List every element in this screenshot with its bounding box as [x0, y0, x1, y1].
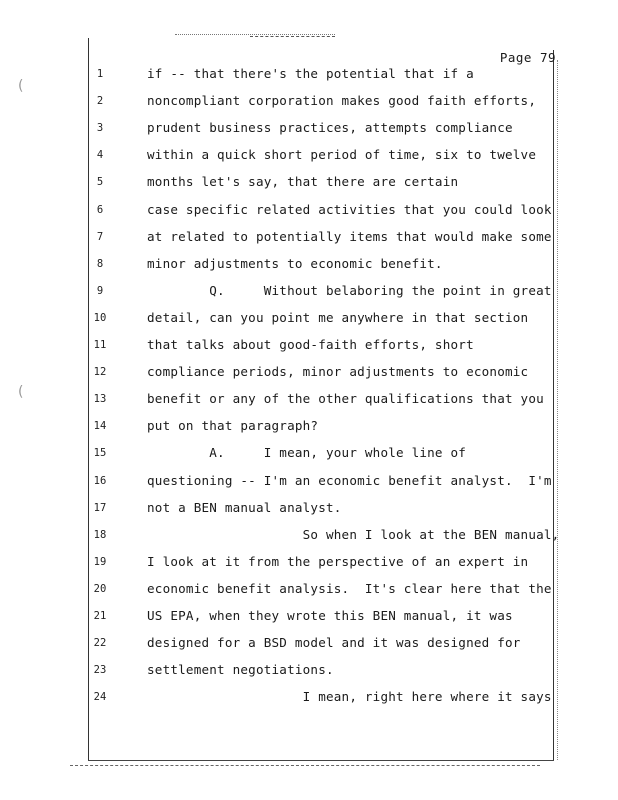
- line-text: months let's say, that there are certain: [147, 174, 459, 190]
- transcript-line: [0, 227, 618, 254]
- transcript-line: [0, 687, 618, 714]
- line-text: prudent business practices, attempts compliance: [147, 120, 513, 136]
- transcript-line: [0, 443, 618, 470]
- line-text: benefit or any of the other qualifications that you: [147, 391, 544, 407]
- line-number: 11: [93, 339, 107, 351]
- transcript-line: [0, 281, 618, 308]
- transcript-line: [0, 660, 618, 687]
- line-number: 18: [93, 528, 107, 541]
- line-text: not a BEN manual analyst.: [147, 499, 342, 515]
- bottom-rule: [88, 760, 554, 761]
- line-number: 15: [93, 447, 107, 460]
- line-text: put on that paragraph?: [147, 418, 319, 434]
- transcript-line: [0, 335, 618, 362]
- transcript-line: [0, 498, 618, 525]
- punch-hole-mark: (: [18, 78, 24, 94]
- line-text: minor adjustments to economic benefit.: [147, 255, 443, 271]
- line-number: 13: [93, 393, 107, 406]
- transcript-line: [0, 91, 618, 118]
- transcript-line: [0, 145, 618, 172]
- line-text: detail, can you point me anywhere in that section: [147, 309, 529, 325]
- line-text: questioning -- I'm an economic benefit analyst. I'm: [147, 472, 552, 488]
- line-text: Q. Without belaboring the point in great: [147, 282, 552, 298]
- line-text: within a quick short period of time, six to twelve: [147, 147, 537, 163]
- line-number: 12: [93, 366, 107, 379]
- transcript-line: [0, 64, 618, 91]
- transcript-line: [0, 606, 618, 633]
- line-number: 6: [96, 203, 104, 216]
- line-text: if -- that there's the potential that if a: [147, 66, 474, 81]
- transcript-line: [0, 471, 618, 498]
- transcript-line: [0, 579, 618, 606]
- transcript-line: [0, 525, 618, 552]
- transcript-line: [0, 172, 618, 199]
- line-text: that talks about good-faith efforts, short: [147, 337, 474, 352]
- transcript-line: [0, 633, 618, 660]
- line-number: 16: [93, 474, 107, 487]
- line-text: economic benefit analysis. It's clear here that the: [147, 580, 552, 596]
- line-number: 23: [93, 664, 107, 677]
- transcript-line: [0, 552, 618, 579]
- transcript-line: [0, 118, 618, 145]
- transcript-line: [0, 308, 618, 335]
- page-number-label: Page 79: [499, 50, 556, 65]
- line-text: US EPA, when they wrote this BEN manual, it was: [147, 608, 513, 623]
- footer-scan-artifact: [70, 765, 540, 766]
- line-number: 1: [96, 68, 104, 80]
- line-text: compliance periods, minor adjustments to economic: [147, 364, 529, 380]
- header-scan-artifact: [250, 36, 335, 40]
- line-text: I mean, right here where it says: [147, 689, 552, 705]
- transcript-line: [0, 362, 618, 389]
- line-number: 21: [93, 610, 107, 622]
- line-text: designed for a BSD model and it was designed for: [147, 635, 521, 651]
- transcript-line: [0, 389, 618, 416]
- line-text: A. I mean, your whole line of: [147, 445, 467, 461]
- line-number: 17: [93, 501, 107, 514]
- line-number: 2: [96, 95, 104, 108]
- line-text: at related to potentially items that would make some: [147, 228, 552, 244]
- line-number: 3: [96, 122, 104, 135]
- transcript-line: [0, 200, 618, 227]
- line-number: 20: [93, 582, 107, 595]
- line-number: 22: [93, 637, 107, 650]
- line-text: case specific related activities that you could look: [147, 201, 552, 217]
- line-number: 19: [93, 555, 107, 568]
- line-number: 9: [96, 284, 104, 297]
- line-number: 8: [96, 257, 104, 270]
- line-number: 4: [96, 149, 104, 162]
- line-number: 7: [96, 230, 104, 243]
- transcript-line: [0, 254, 618, 281]
- line-text: So when I look at the BEN manual,: [147, 526, 560, 542]
- line-text: I look at it from the perspective of an expert in: [147, 553, 529, 569]
- line-number: 24: [93, 691, 107, 704]
- line-number: 10: [93, 311, 107, 324]
- line-text: noncompliant corporation makes good faith efforts,: [147, 93, 537, 109]
- line-text: settlement negotiations.: [147, 662, 334, 678]
- punch-hole-mark: (: [18, 384, 24, 400]
- line-number: 14: [93, 420, 107, 433]
- transcript-line: [0, 416, 618, 443]
- line-number: 5: [96, 176, 104, 189]
